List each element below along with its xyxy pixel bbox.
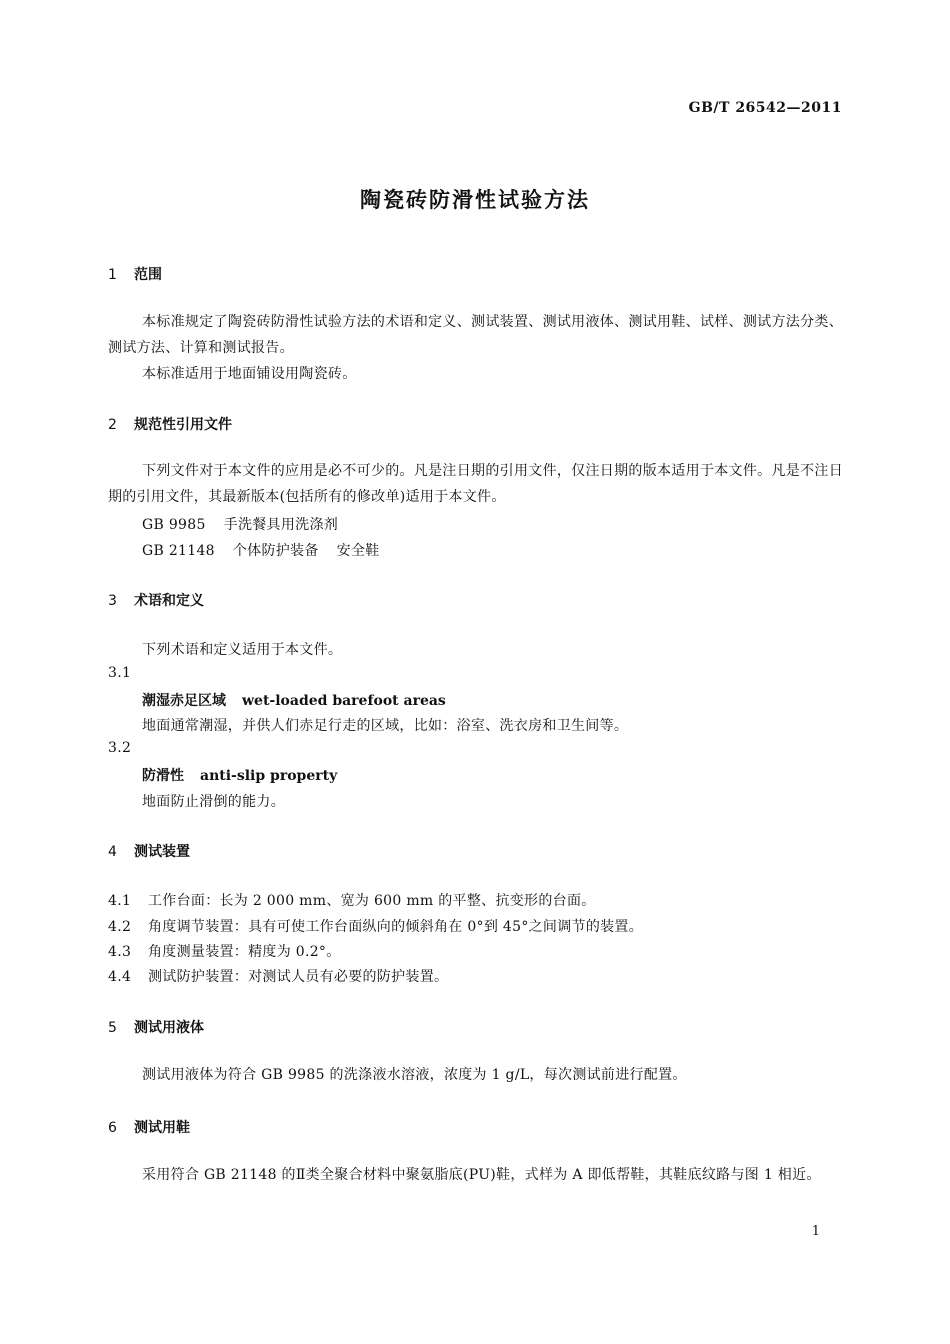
term-definition: 地面防止滑倒的能力。 <box>142 794 285 810</box>
section-title: 范围 <box>134 267 162 283</box>
term-chinese: 防滑性 <box>142 768 184 784</box>
term-definition: 地面通常潮湿，并供人们赤足行走的区域，比如：浴室、洗衣房和卫生间等。 <box>142 718 629 734</box>
section-title: 测试装置 <box>134 844 190 860</box>
reference-item <box>142 540 380 560</box>
item-number: 4.3 <box>108 944 132 960</box>
section-title: 测试用液体 <box>134 1020 204 1036</box>
apparatus-item <box>108 890 596 910</box>
terms-intro: 下列术语和定义适用于本文件。 <box>142 642 343 658</box>
item-number: 4.2 <box>108 919 132 935</box>
section-heading-1 <box>108 264 162 284</box>
section-number: 5 <box>108 1020 117 1036</box>
section-number: 2 <box>108 417 117 433</box>
section-heading-4 <box>108 841 190 861</box>
reference-item <box>142 514 338 534</box>
term-english: anti-slip property <box>200 768 338 784</box>
test-liquid-paragraph: 测试用液体为符合 GB 9985 的洗涤液水溶液，浓度为 1 g/L，每次测试前进行配置。 <box>142 1067 687 1083</box>
section-number: 6 <box>108 1120 117 1136</box>
page-number: 1 <box>811 1224 820 1239</box>
reference-title: 手洗餐具用洗涤剂 <box>223 517 339 533</box>
reference-code: GB 9985 <box>142 517 206 533</box>
item-number: 4.4 <box>108 969 132 985</box>
term-english: wet-loaded barefoot areas <box>242 693 446 709</box>
section-heading-5 <box>108 1017 204 1037</box>
normative-refs-paragraph: 下列文件对于本文件的应用是必不可少的。凡是注日期的引用文件，仅注日期的版本适用于本文件。凡是不注日期的引用文件，其最新版本(包括所有的修改单)适用于本文件。 <box>108 463 843 505</box>
test-shoes-paragraph: 采用符合 GB 21148 的Ⅱ类全聚合材料中聚氨脂底(PU)鞋，式样为 A 即低帮鞋，其鞋底纹路与图 1 相近。 <box>142 1167 821 1183</box>
item-text: 角度测量装置：精度为 0.2°。 <box>148 944 341 960</box>
item-number: 4.1 <box>108 893 132 909</box>
section-title: 术语和定义 <box>134 593 204 609</box>
section-heading-2 <box>108 414 232 434</box>
term-heading <box>142 765 337 785</box>
reference-title: 个体防护装备 <box>232 543 319 559</box>
section-heading-3 <box>108 590 204 610</box>
scope-paragraph-2: 本标准适用于地面铺设用陶瓷砖。 <box>142 366 357 382</box>
item-text: 角度调节装置：具有可使工作台面纵向的倾斜角在 0°到 45°之间调节的装置。 <box>148 919 644 935</box>
section-number: 1 <box>108 267 117 283</box>
apparatus-item <box>108 941 341 961</box>
reference-title-part: 安全鞋 <box>336 543 380 559</box>
term-chinese: 潮湿赤足区域 <box>142 693 226 709</box>
item-text: 测试防护装置：对测试人员有必要的防护装置。 <box>148 969 449 985</box>
term-number: 3.2 <box>108 740 132 756</box>
section-number: 3 <box>108 593 117 609</box>
reference-code: GB 21148 <box>142 543 215 559</box>
section-heading-6 <box>108 1117 190 1137</box>
section-number: 4 <box>108 844 117 860</box>
term-heading <box>142 690 446 710</box>
scope-paragraph-1: 本标准规定了陶瓷砖防滑性试验方法的术语和定义、测试装置、测试用液体、测试用鞋、试样、测试方法分类、测试方法、计算和测试报告。 <box>108 314 843 356</box>
apparatus-item <box>108 916 643 936</box>
term-number: 3.1 <box>108 665 132 681</box>
item-text: 工作台面：长为 2 000 mm、宽为 600 mm 的平整、抗变形的台面。 <box>148 893 596 909</box>
section-title: 规范性引用文件 <box>134 417 232 433</box>
apparatus-item <box>108 966 448 986</box>
document-title: 陶瓷砖防滑性试验方法 <box>360 188 590 212</box>
section-title: 测试用鞋 <box>134 1120 190 1136</box>
standard-number: GB/T 26542—2011 <box>688 100 842 116</box>
